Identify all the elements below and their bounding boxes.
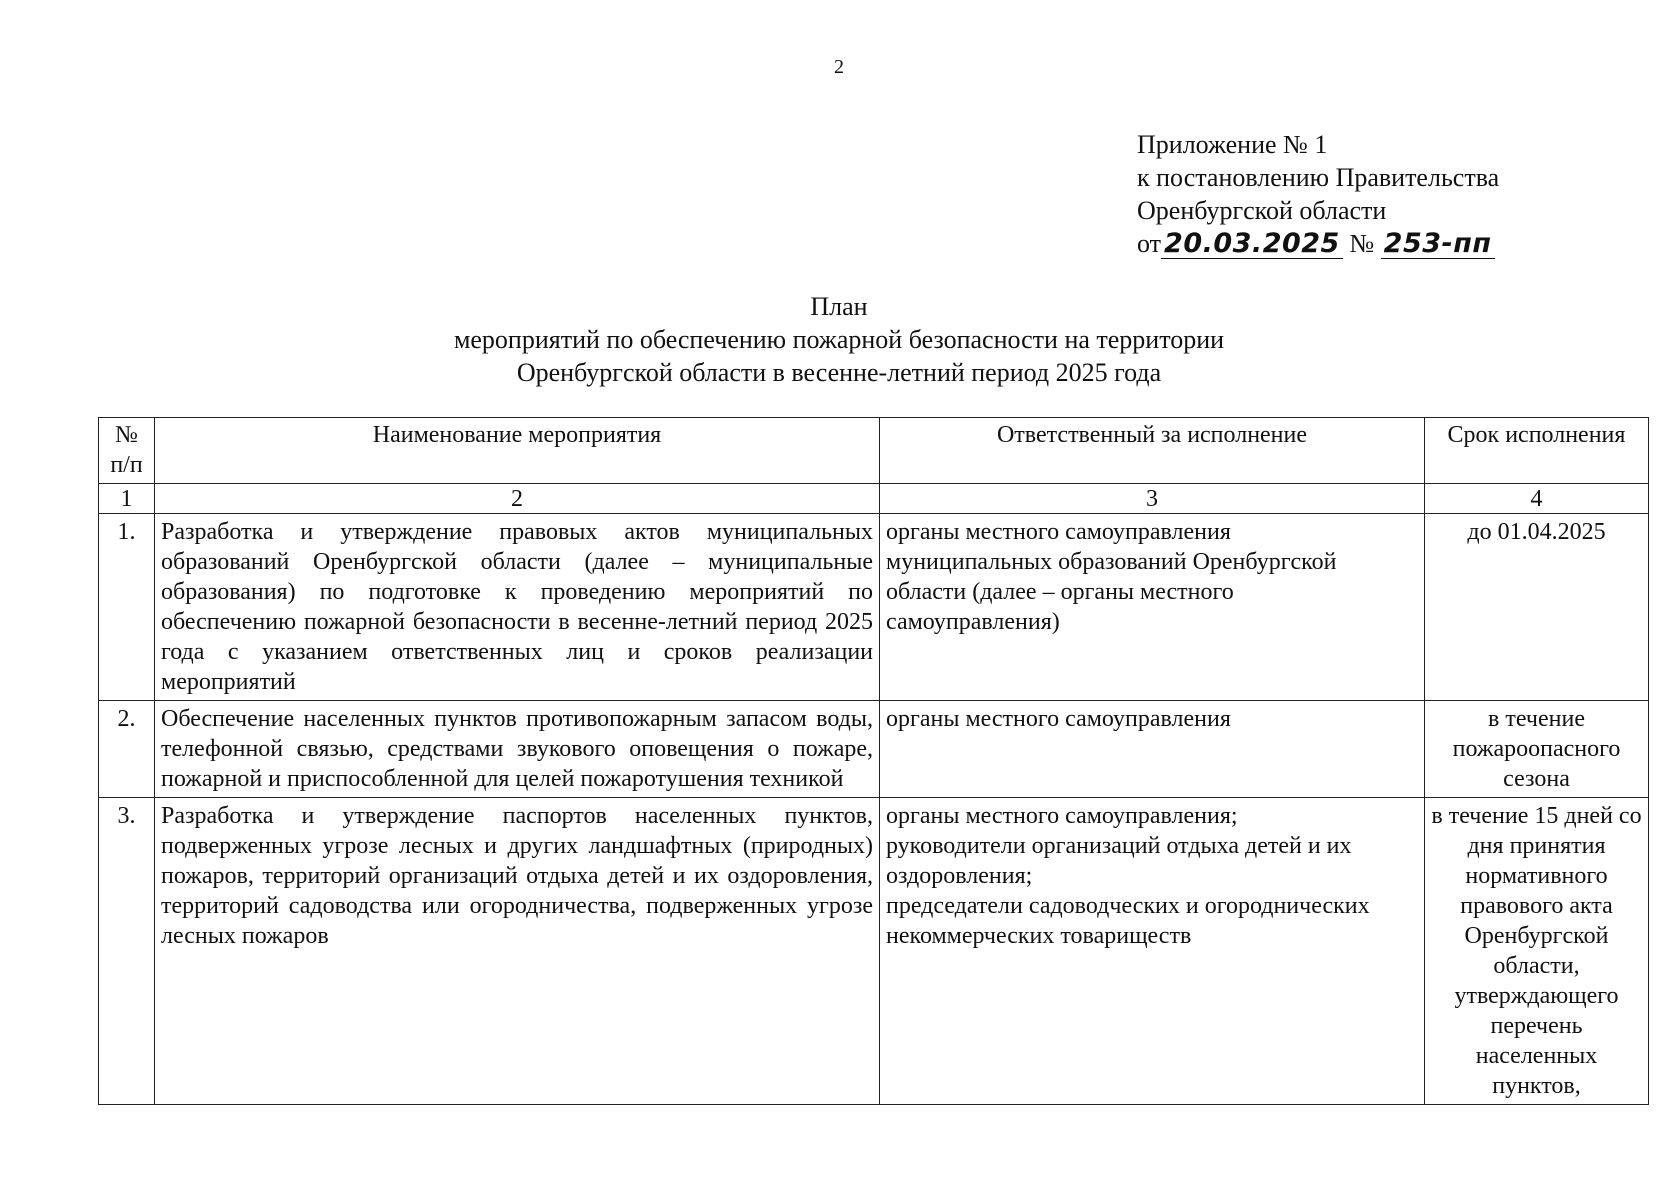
column-number: 3 [880,484,1425,514]
row-responsible [880,514,1425,701]
row-num: 2. [99,701,155,798]
table-header-row [99,418,1649,484]
header-num: № п/п [99,418,155,484]
column-number: 4 [1425,484,1649,514]
row-num: 3. [99,798,155,1105]
responsible-line: органы местного самоуправления; [886,803,1238,829]
row-deadline: до 01.04.2025 [1425,514,1649,701]
title-line-2: мероприятий по обеспечению пожарной безопасности на территории [453,325,1225,354]
header-responsible: Ответственный за исполнение [880,418,1425,484]
handwritten-number: 253-пп [1381,230,1495,259]
row-name: Обеспечение населенных пунктов противопожарным запасом воды, телефонной связью, средствами звукового оповещения о пожаре, пожарной и приспособленной для целей пожаротушения техникой [155,701,880,798]
column-numbers-row [99,484,1649,514]
responsible-line: руководители организаций отдыха детей и их [886,833,1352,859]
appendix-line-2: к постановлению Правительства [1137,163,1500,192]
document-title [0,290,1678,389]
title-line-1: План [810,292,868,321]
column-number: 2 [155,484,880,514]
row-deadline: в течение 15 дней со дня принятия нормативного правового акта Оренбургской области, утверждающего перечень населенных пунктов, [1425,798,1649,1105]
row-name: Разработка и утверждение правовых актов муниципальных образований Оренбургской области (далее – муниципальные образования) по подготовке к проведению мероприятий по обеспечению пожарной безопасности в весенне-летний период 2025 года с указанием ответственных лиц и сроков реализации мероприятий [155,514,880,701]
responsible-line: председатели садоводческих и огороднических [886,893,1370,919]
responsible-line: оздоровления; [886,863,1033,889]
header-name: Наименование мероприятия [155,418,880,484]
page-number: 2 [834,56,844,78]
responsible-line: муниципальных образований Оренбургской [886,549,1337,575]
responsible-line: самоуправления) [886,609,1060,635]
row-num: 1. [99,514,155,701]
appendix-block [1137,128,1597,260]
table-row [99,514,1649,701]
responsible-line: некоммерческих товариществ [886,923,1192,949]
table-row [99,798,1649,1105]
row-name: Разработка и утверждение паспортов населенных пунктов, подверженных угрозе лесных и других ландшафтных (природных) пожаров, территорий организаций отдыха детей и их оздоровления, территорий садоводства или огородничества, подверженных угрозе лесных пожаров [155,798,880,1105]
number-label: № [1349,229,1375,258]
from-label: от [1137,229,1162,258]
column-number: 1 [99,484,155,514]
responsible-line: области (далее – органы местного [886,579,1234,605]
appendix-line-1: Приложение № 1 [1137,130,1328,159]
plan-table [98,417,1649,1105]
title-line-3: Оренбургской области в весенне-летний период 2025 года [516,358,1162,387]
appendix-line-3: Оренбургской области [1137,196,1387,225]
row-responsible [880,701,1425,798]
row-responsible [880,798,1425,1105]
table-row [99,701,1649,798]
responsible-line: органы местного самоуправления [886,519,1231,545]
handwritten-date: 20.03.2025 [1161,230,1343,259]
header-deadline: Срок исполнения [1425,418,1649,484]
row-deadline: в течение пожароопасного сезона [1425,701,1649,798]
responsible-line: органы местного самоуправления [886,706,1231,732]
appendix-line-4 [1137,227,1597,260]
